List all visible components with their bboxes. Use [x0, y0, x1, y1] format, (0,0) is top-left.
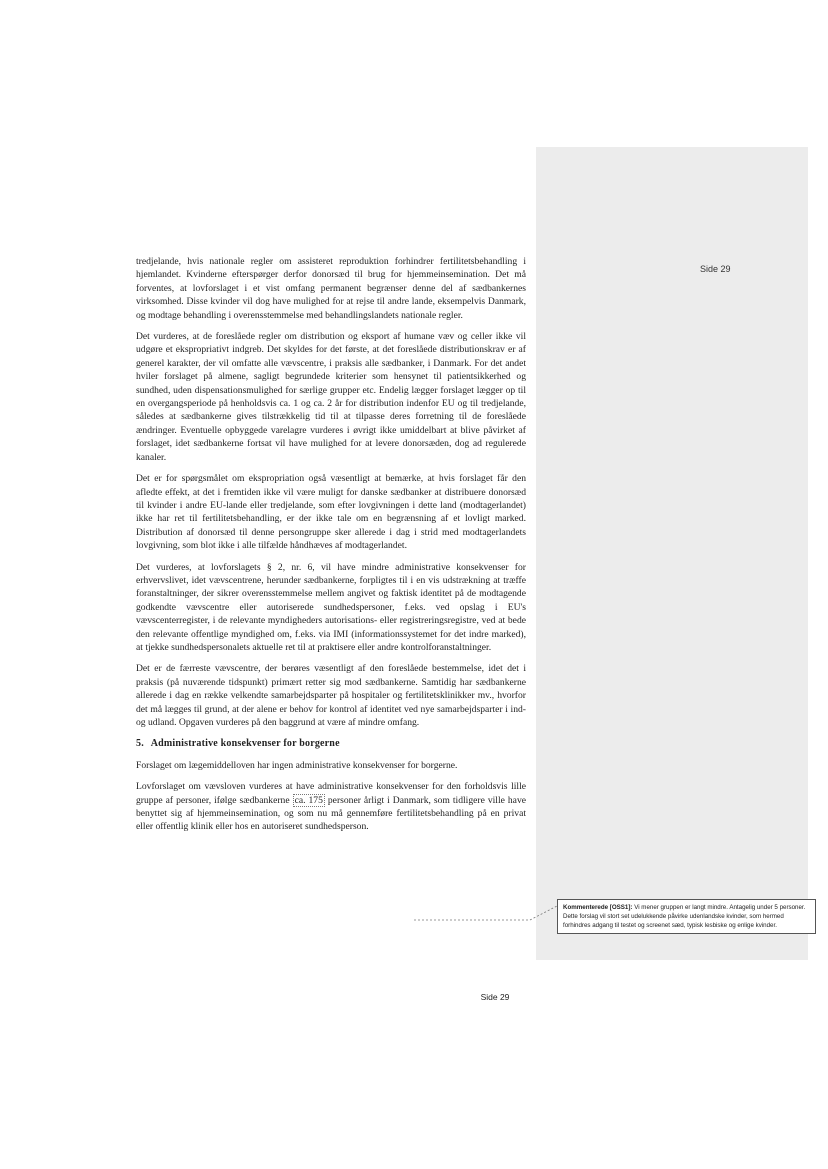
paragraph-1: tredjelande, hvis nationale regler om assisteret reproduktion forhindrer fertilitetsbehandling i hjemlandet. Kvinderne efterspørger derfor donorsæd til brug for hjemmeinsemination. Det må forventes, at lovforslaget i et vist omfang permanent begrænser denne del af sædbankernes virksomhed. Disse kvinder vil dog have mulighed for at rejse til andre lande, eksempelvis Danmark, og modtage behandling i overensstemmelse med behandlingslandets nationale regler. [136, 256, 526, 321]
comment-label: Kommenterede [OSS1]: [563, 904, 633, 911]
margin-page-number: Side 29 [700, 264, 731, 274]
comment-text: Vi mener gruppen er langt mindre. Antagelig under 5 personer. Dette forslag vil stort set udelukkende påvirke udenlandske kvinder, som hermed forhindres adgang til testet og screenet sæd, typisk lesbiske og enlige kvinder. [563, 904, 806, 929]
paragraph-3: Det er for spørgsmålet om ekspropriation også væsentligt at bemærke, at hvis forslaget får den afledte effekt, at det i fremtiden ikke vil være muligt for danske sædbanker at distribuere donorsæd til kvinder i andre EU-lande eller tredjelande, som efter lovgivningen i dette land (modtagerlandet) ikke har ret til fertilitetsbehandling, er der ikke tale om en begrænsning af et lovligt marked. Distribution af donorsæd til denne persongruppe sker allerede i dag i strid med modtagerlandets lovgivning, som blot ikke i alle tilfælde håndhæves af modtagerlandet. [136, 473, 526, 552]
section-title: Administrative konsekvenser for borgerne [150, 738, 340, 750]
paragraph-7-end: personer årligt i Danmark, som tidligere ville have benyttet sig af hjemmeinsemination, og som nu må gennemføre fertilitetsbehandling på en privat eller offentlig klinik eller hos en autoriseret sundhedsperson. [136, 794, 526, 833]
paragraph-5: Det er de færreste vævscentre, der berøres væsentligt af den foreslåede bestemmelse, idet det i praksis (på nuværende tidspunkt) primært retter sig mod sædbankerne. Samtidig har sædbankerne allerede i dag en række velkendte samarbejdsparter på hospitaler og fertilitetsklinikker mv., hvorfor det må lægges til grund, at der alene er behov for kontrol af identitet ved nye samarbejdsparter i ind- og udland. Opgaven vurderes på den baggrund at være af mindre omfang. [136, 663, 526, 728]
footer-page-number: Side 29 [480, 992, 510, 1002]
paragraph-7-start: Lovforslaget om vævsloven vurderes at have administrative konsekvenser for den forholdsvis lille gruppe af personer, ifølge sædbankerne [136, 781, 526, 806]
paragraph-2: Det vurderes, at de foreslåede regler om distribution og eksport af humane væv og celler ikke vil udgøre et ekspropriativt indgreb. Det skyldes for det første, at det foreslåede distributionskrav er af generel karakter, der vil omfatte alle vævscentre, i praksis alle sædbanker, i Danmark. For det andet hviler forslaget på almene, sagligt begrundede kriterier som hensynet til patientsikkerhed og sundhed, uden dispensationsmulighed for særlige grupper etc. Endelig lægger forslaget lægger op til en overgangsperiode på henholdsvis ca. 1 og ca. 2 år for distribution indenfor EU og til tredjelande, således at sædbankerne gives tilstrækkelig tid til at tilpasse deres forretning til de foreslåede ændringer. Eventuelle opbyggede varelagre vurderes i øvrigt ikke umiddelbart at blive påvirket af forslaget, idet sædbankerne fortsat vil have mulighed for at levere donorsæden, dog ad regulerede kanaler. [136, 331, 526, 463]
comment-balloon[interactable] [557, 899, 816, 934]
paragraph-4: Det vurderes, at lovforslagets § 2, nr. 6, vil have mindre administrative konsekvenser for erhvervslivet, idet vævscentrene, herunder sædbankerne, forpligtes til i en vis udstrækning at træffe foranstaltninger, der sikrer overensstemmelse mellem angivet og faktisk identitet på de modtagende godkendte vævscentre eller autoriserede sundhedspersoner, f.eks. ved opslag i EU's vævscenterregister, i de relevante myndigheders autorisations- eller registreringsregistre, ved at bede den relevante offentlige myndighed om, f.eks. via IMI (informationssystemet for det indre marked), at tjekke sundhedspersonalets aktuelle ret til at praktisere eller andre kontrolforanstaltninger. [136, 561, 526, 653]
paragraph-6: Forslaget om lægemiddelloven har ingen administrative konsekvenser for borgerne. [136, 759, 458, 771]
commented-text-highlight[interactable]: ca. 175 [294, 794, 323, 806]
section-number: 5. [136, 738, 144, 750]
